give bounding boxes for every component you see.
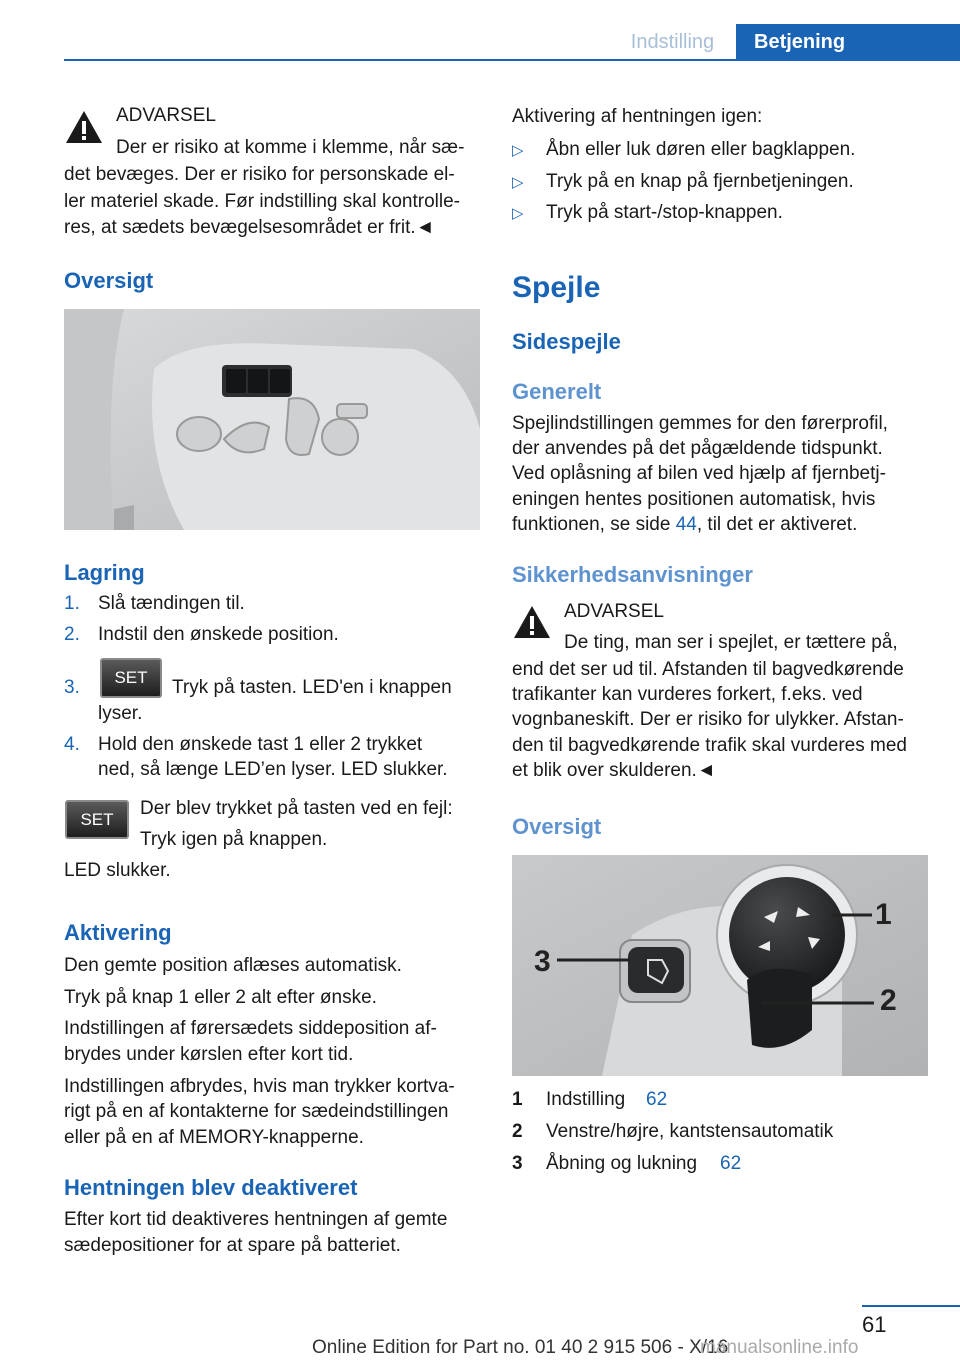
hentning-heading: Hentningen blev deaktiveret [64, 1175, 358, 1200]
aktivering-heading: Aktivering [64, 920, 172, 945]
body-text: brydes under kørslen efter kort tid. [64, 1044, 354, 1065]
bullet-triangle-icon: ▷ [512, 174, 524, 191]
warning-text: et blik over skulderen.◄ [512, 760, 716, 781]
note-text: LED slukker. [64, 860, 171, 881]
warning-text: den til bagvedkørende trafik skal vurderes med [512, 735, 907, 756]
page-link-44[interactable]: 44 [675, 514, 697, 535]
tab-indstilling[interactable]: Indstilling [630, 31, 715, 53]
legend-page-link[interactable]: 62 [720, 1153, 742, 1174]
callout-1: 1 [875, 898, 892, 931]
watermark-text: manualsonline.info [700, 1337, 859, 1358]
warning-text: Der er risiko at komme i klemme, når sæ- [116, 137, 465, 158]
warning-text: De ting, man ser i spejlet, er tættere på, [564, 632, 898, 653]
warning-text: ler materiel skade. Før indstilling skal kontrolle- [64, 191, 460, 212]
body-text: Den gemte position aflæses automatisk. [64, 955, 402, 976]
legend-page-link[interactable]: 62 [646, 1089, 668, 1110]
oversigt-heading: Oversigt [64, 268, 154, 293]
edition-text: Online Edition for Part no. 01 40 2 915 506 - X/16 [312, 1337, 729, 1358]
step-text: Tryk på tasten. LED'en i knappen [172, 677, 452, 698]
header-rule [64, 59, 960, 61]
body-text: der anvendes på det pågældende tidspunkt. [512, 438, 883, 459]
warning-text: det bevæges. Der er risiko for personskade el- [64, 164, 455, 185]
body-text: Ved oplåsning af bilen ved hjælp af fjernbetj- [512, 463, 886, 484]
body-text: Tryk på knap 1 eller 2 alt efter ønske. [64, 987, 377, 1008]
warning-text: vognbaneskift. Der er risiko for ulykker. Afstan- [512, 709, 904, 730]
footer-rule [862, 1305, 960, 1307]
bullet-triangle-icon: ▷ [512, 205, 524, 222]
set-button-icon: SET [100, 658, 162, 698]
body-text: Aktivering af hentningen igen: [512, 106, 763, 127]
body-text: eller på en af MEMORY-knapperne. [64, 1127, 364, 1148]
body-text [512, 511, 857, 539]
step-number: 1. [64, 593, 80, 614]
step-text: ned, så længe LED’en lyser. LED slukker. [98, 759, 448, 780]
callout-2: 2 [880, 984, 897, 1017]
bullet-text: Tryk på en knap på fjernbetjeningen. [546, 171, 854, 192]
step-text: Indstil den ønskede position. [98, 624, 339, 645]
warning-title: ADVARSEL [116, 105, 216, 126]
sikkerhed-heading: Sikkerhedsanvisninger [512, 562, 753, 587]
oversigt-heading: Oversigt [512, 814, 602, 839]
step-text: Hold den ønskede tast 1 eller 2 trykket [98, 734, 423, 755]
body-text: rigt på en af kontakterne for sædeindstillingen [64, 1101, 449, 1122]
step-number: 4. [64, 734, 80, 755]
sidespejle-heading: Sidespejle [512, 329, 621, 354]
spejle-heading: Spejle [512, 271, 601, 304]
step-text: lyser. [98, 703, 143, 724]
body-text: eningen hentes positionen automatisk, hvis [512, 489, 876, 510]
warning-title: ADVARSEL [564, 601, 664, 622]
legend-number: 3 [512, 1153, 523, 1174]
body-text: Efter kort tid deaktiveres hentningen af gemte [64, 1209, 448, 1230]
legend-text: Åbning og lukning [546, 1153, 698, 1174]
legend-text: Indstilling [546, 1089, 626, 1110]
legend-text: Venstre/højre, kantstensautomatik [546, 1121, 834, 1142]
page-number: 61 [862, 1312, 887, 1337]
step-number: 2. [64, 624, 80, 645]
body-text-part: funktionen, se side [512, 514, 676, 535]
bullet-text: Tryk på start-/stop-knappen. [546, 202, 783, 223]
note-text: Tryk igen på knappen. [140, 829, 328, 850]
legend-number: 2 [512, 1121, 523, 1142]
warning-text: end det ser ud til. Afstanden til bagvedkørende [512, 659, 904, 680]
callout-3: 3 [534, 945, 551, 978]
mirror-controls-image [512, 855, 928, 1076]
set-button-icon: SET [65, 800, 129, 839]
note-text: Der blev trykket på tasten ved en fejl: [140, 798, 453, 819]
warning-icon [64, 108, 104, 148]
seat-controls-image [64, 309, 480, 530]
body-text: Indstillingen af førersædets siddeposition af- [64, 1018, 437, 1039]
lagring-heading: Lagring [64, 560, 145, 585]
step-text: Slå tændingen til. [98, 593, 245, 614]
body-text: Spejlindstillingen gemmes for den førerprofil, [512, 413, 888, 434]
body-text: sædepositioner for at spare på batteriet. [64, 1235, 401, 1256]
step-number: 3. [64, 677, 80, 698]
body-text-part: , til det er aktiveret. [696, 514, 858, 535]
warning-icon [512, 603, 552, 643]
bullet-text: Åbn eller luk døren eller bagklappen. [546, 139, 856, 160]
tab-betjening[interactable]: Betjening [736, 24, 960, 61]
warning-text: trafikanter kan vurderes forkert, f.eks. ved [512, 684, 863, 705]
generelt-heading: Generelt [512, 379, 602, 404]
body-text: Indstillingen afbrydes, hvis man trykker kortva- [64, 1076, 455, 1097]
legend-number: 1 [512, 1089, 523, 1110]
warning-text: res, at sædets bevægelsesområdet er frit.◄ [64, 217, 435, 238]
bullet-triangle-icon: ▷ [512, 142, 524, 159]
